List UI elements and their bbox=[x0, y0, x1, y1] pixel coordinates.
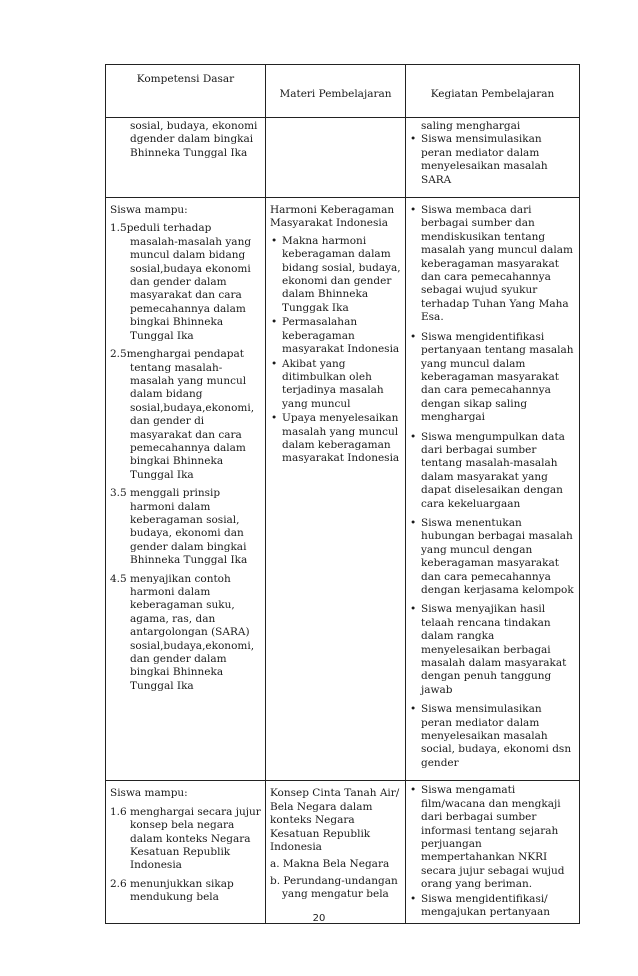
kd-item: 1.6 menghargai secara jujur konsep bela negara dalam konteks Negara Kesatuan Republik Indonesia bbox=[110, 805, 261, 872]
kd-item: 2.5menghargai pendapat tentang masalah-masalah yang muncul dalam bidang sosial,budaya,ekonomi, dan gender di masyarakat dan cara pemecahannya dalam bingkai Bhinneka Tunggal Ika bbox=[110, 348, 255, 481]
list-item: • Permasalahan keberagaman masyarakat Indonesia bbox=[270, 316, 401, 356]
kd-item: 3.5 menggali prinsip harmoni dalam keberagaman sosial, budaya, ekonomi dan gender dalam bingkai Bhinneka Tunggal Ika bbox=[110, 487, 248, 567]
kd-intro: Siswa mampu: bbox=[110, 204, 188, 217]
kd-item: 2.6 menunjukkan sikap mendukung bela bbox=[110, 877, 234, 904]
list-item: • Siswa menentukan hubungan berbagai masalah yang muncul dengan keberagaman masyarakat dan cara pemecahannya dengan kerjasama kelompok bbox=[410, 517, 575, 597]
header-row bbox=[106, 65, 580, 118]
table-row bbox=[106, 118, 580, 198]
list-item: • Siswa mengumpulkan data dari berbagai sumber tentang masalah-masalah dalam masyarakat yang dapat diselesaikan dengan cara kekeluargaan bbox=[410, 431, 575, 511]
header-kompetensi-dasar: Kompetensi Dasar bbox=[106, 65, 266, 118]
list-item: • Akibat yang ditimbulkan oleh terjadinya masalah yang muncul bbox=[270, 358, 401, 412]
kd-continuation: sosial, budaya, ekonomi dgender dalam bingkai Bhinneka Tunggal Ika bbox=[130, 120, 258, 159]
materi-title: Harmoni Keberagaman Masyarakat Indonesia bbox=[270, 204, 395, 230]
kd-cell bbox=[106, 781, 266, 924]
list-item: • Siswa mengidentifikasi/ mengajukan pertanyaan bbox=[410, 893, 575, 920]
list-item: • Siswa membaca dari berbagai sumber dan mendiskusikan tentang masalah yang muncul dalam keberagaman masyarakat dan cara pemecahannya sebagai wujud syukur terhadap Tuhan Yang Maha Esa. bbox=[410, 204, 575, 325]
list-item: a. Makna Bela Negara bbox=[270, 858, 390, 871]
header-materi-pembelajaran: Materi Pembelajaran bbox=[266, 65, 406, 118]
kd-item: 1.5peduli terhadap masalah-masalah yang muncul dalam bidang sosial,budaya ekonomi dan gender dalam masyarakat dan cara pemecahannya dalam bingkai Bhinneka Tunggal Ika bbox=[110, 222, 252, 342]
list-item: • Siswa mengidentifikasi pertanyaan tentang masalah yang muncul dalam keberagaman masyarakat dan cara pemecahannya dengan sikap saling menghargai bbox=[410, 331, 575, 425]
header-kegiatan-pembelajaran: Kegiatan Pembelajaran bbox=[406, 65, 580, 118]
table-row bbox=[106, 781, 580, 924]
kegiatan-cell bbox=[406, 781, 580, 924]
kd-cell bbox=[106, 118, 266, 198]
materi-cell bbox=[266, 198, 406, 781]
kd-intro: Siswa mampu: bbox=[110, 787, 188, 800]
kd-cell bbox=[106, 198, 266, 781]
materi-title: Konsep Cinta Tanah Air/ Bela Negara dalam konteks Negara Kesatuan Republik Indonesia bbox=[270, 787, 400, 853]
kegiatan-continuation: saling menghargai bbox=[421, 120, 521, 132]
kegiatan-cell bbox=[406, 118, 580, 198]
kd-item: 4.5 menyajikan contoh harmoni dalam keberagaman suku, agama, ras, dan antargolongan (SARA) sosial,budaya,ekonomi, dan gender dalam bingkai Bhinneka Tunggal Ika bbox=[110, 572, 255, 692]
kegiatan-cell bbox=[406, 198, 580, 781]
list-item: b. Perundang-undangan yang mengatur bela bbox=[270, 874, 398, 901]
materi-cell bbox=[266, 118, 406, 198]
list-item: • Makna harmoni keberagaman dalam bidang sosial, budaya, ekonomi dan gender dalam Bhinneka Tunggak Ika bbox=[270, 235, 401, 315]
table-row bbox=[106, 198, 580, 781]
list-item: • Upaya menyelesaikan masalah yang muncul dalam keberagaman masyarakat Indonesia bbox=[270, 412, 401, 466]
list-item: • Siswa mensimulasikan peran mediator dalam menyelesaikan masalah SARA bbox=[410, 133, 575, 187]
curriculum-table bbox=[105, 64, 580, 924]
list-item: • Siswa mensimulasikan peran mediator dalam menyelesaikan masalah social, budaya, ekonomi dsn gender bbox=[410, 703, 575, 770]
materi-cell bbox=[266, 781, 406, 924]
page-number: 20 bbox=[312, 913, 326, 924]
list-item: • Siswa menyajikan hasil telaah rencana tindakan dalam rangka menyelesaikan berbagai masalah dalam masyarakat dengan penuh tanggung jawab bbox=[410, 603, 575, 697]
list-item: • Siswa mengamati film/wacana dan mengkaji dari berbagai sumber informasi tentang sejarah perjuangan mempertahankan NKRI secara jujur sebagai wujud orang yang beriman. bbox=[410, 784, 575, 891]
